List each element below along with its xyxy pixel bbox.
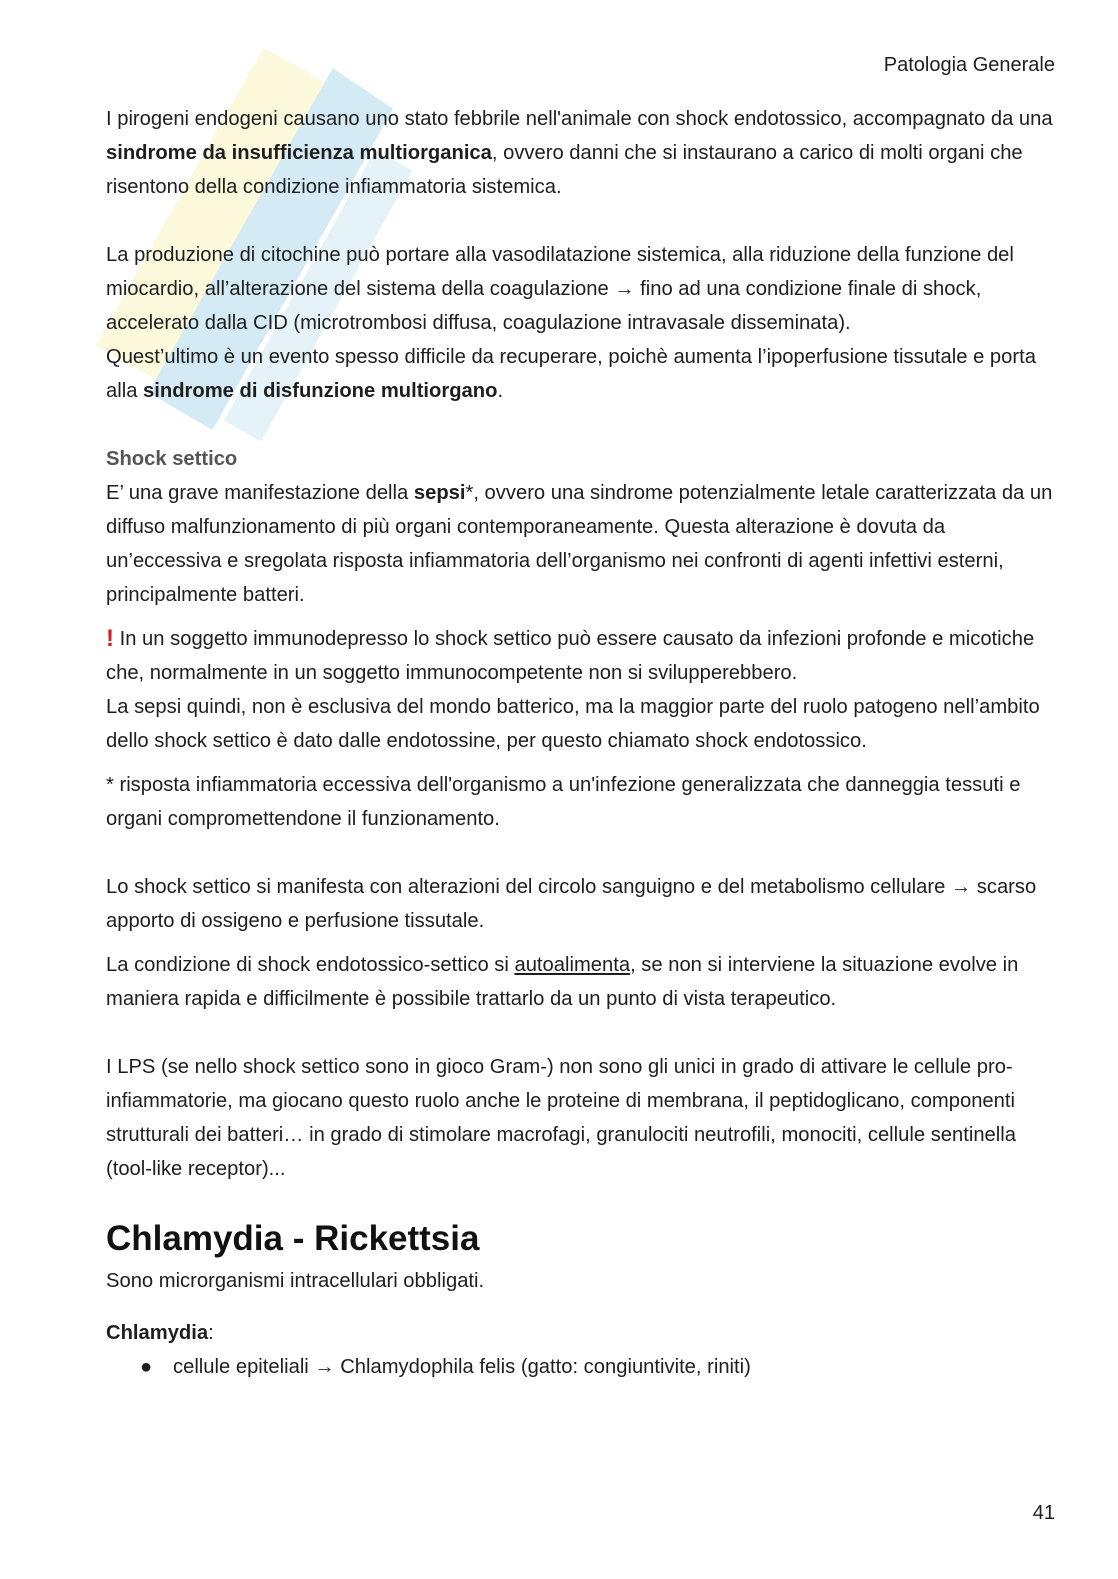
bullet-list bbox=[106, 1350, 1061, 1384]
running-header: Patologia Generale bbox=[883, 54, 1055, 76]
exclamation-icon: ! bbox=[106, 625, 114, 652]
paragraph-sepsi: E’ una grave manifestazione della sepsi*, ovvero una sindrome potenzialmente letale caratterizzata da un diffuso malfunzionamento di più organi contemporaneamente. Questa alterazione è dovuta da un’eccessiva e sregolata risposta infiammatoria dell’organismo nei confronti di agenti infettivi esterni, principalmente batteri. bbox=[106, 482, 1053, 606]
section-title: Chlamydia - Rickettsia bbox=[106, 1219, 480, 1258]
bullet-icon: ● bbox=[140, 1356, 153, 1378]
section-intro: Sono microrganismi intracellulari obbligati. bbox=[106, 1270, 485, 1292]
subheading-chlamydia: Chlamydia: bbox=[106, 1322, 214, 1344]
paragraph-circolo: Lo shock settico si manifesta con alterazioni del circolo sanguigno e del metabolismo cellulare → scarso apporto di ossigeno e perfusione tissutale. bbox=[106, 876, 1037, 932]
page-body bbox=[106, 102, 1061, 1384]
list-item: ● cellule epiteliali → Chlamydophila felis (gatto: congiuntivite, riniti) bbox=[106, 1350, 1061, 1384]
warning-paragraph: ! In un soggetto immunodepresso lo shock settico può essere causato da infezioni profonde e micotiche che, normalmente in un soggetto immunocompetente non si svilupperebbero. bbox=[106, 625, 1035, 684]
paragraph-lps: I LPS (se nello shock settico sono in gioco Gram-) non sono gli unici in grado di attivare le cellule pro-infiammatorie, ma giocano questo ruolo anche le proteine di membrana, il peptidoglicano, componenti strutturali dei batteri… in grado di stimolare macrofagi, granulociti neutrofili, monociti, cellule sentinella (tool-like receptor)... bbox=[106, 1056, 1016, 1180]
paragraph-citochine: La produzione di citochine può portare alla vasodilatazione sistemica, alla riduzione della funzione del miocardio, all’alterazione del sistema della coagulazione → fino ad una condizione finale di shock, accelerato dalla CID (microtrombosi diffusa, coagulazione intravasale disseminata). bbox=[106, 244, 1014, 334]
paragraph-pirogeni: I pirogeni endogeni causano uno stato febbrile nell'animale con shock endotossico, accompagnato da una sindrome da insufficienza multiorganica, ovvero danni che si instaurano a carico di molti organi che risentono della condizione infiammatoria sistemica. bbox=[106, 108, 1053, 198]
paragraph-sepsi-endotossine: La sepsi quindi, non è esclusiva del mondo batterico, ma la maggior parte del ruolo patogeno nell’ambito dello shock settico è dato dalle endotossine, per questo chiamato shock endotossico. bbox=[106, 696, 1040, 752]
paragraph-autoalimenta: La condizione di shock endotossico-settico si autoalimenta, se non si interviene la situazione evolve in maniera rapida e difficilmente è possibile trattarlo da un punto di vista terapeutico. bbox=[106, 954, 1019, 1010]
page-number: 41 bbox=[1032, 1502, 1055, 1524]
subheading-shock-settico: Shock settico bbox=[106, 448, 238, 470]
footnote-sepsi: * risposta infiammatoria eccessiva dell'organismo a un'infezione generalizzata che danneggia tessuti e organi compromettendone il funzionamento. bbox=[106, 774, 1021, 830]
paragraph-cid: Quest’ultimo è un evento spesso difficile da recuperare, poichè aumenta l’ipoperfusione tissutale e porta alla sindrome di disfunzione multiorgano. bbox=[106, 346, 1036, 402]
